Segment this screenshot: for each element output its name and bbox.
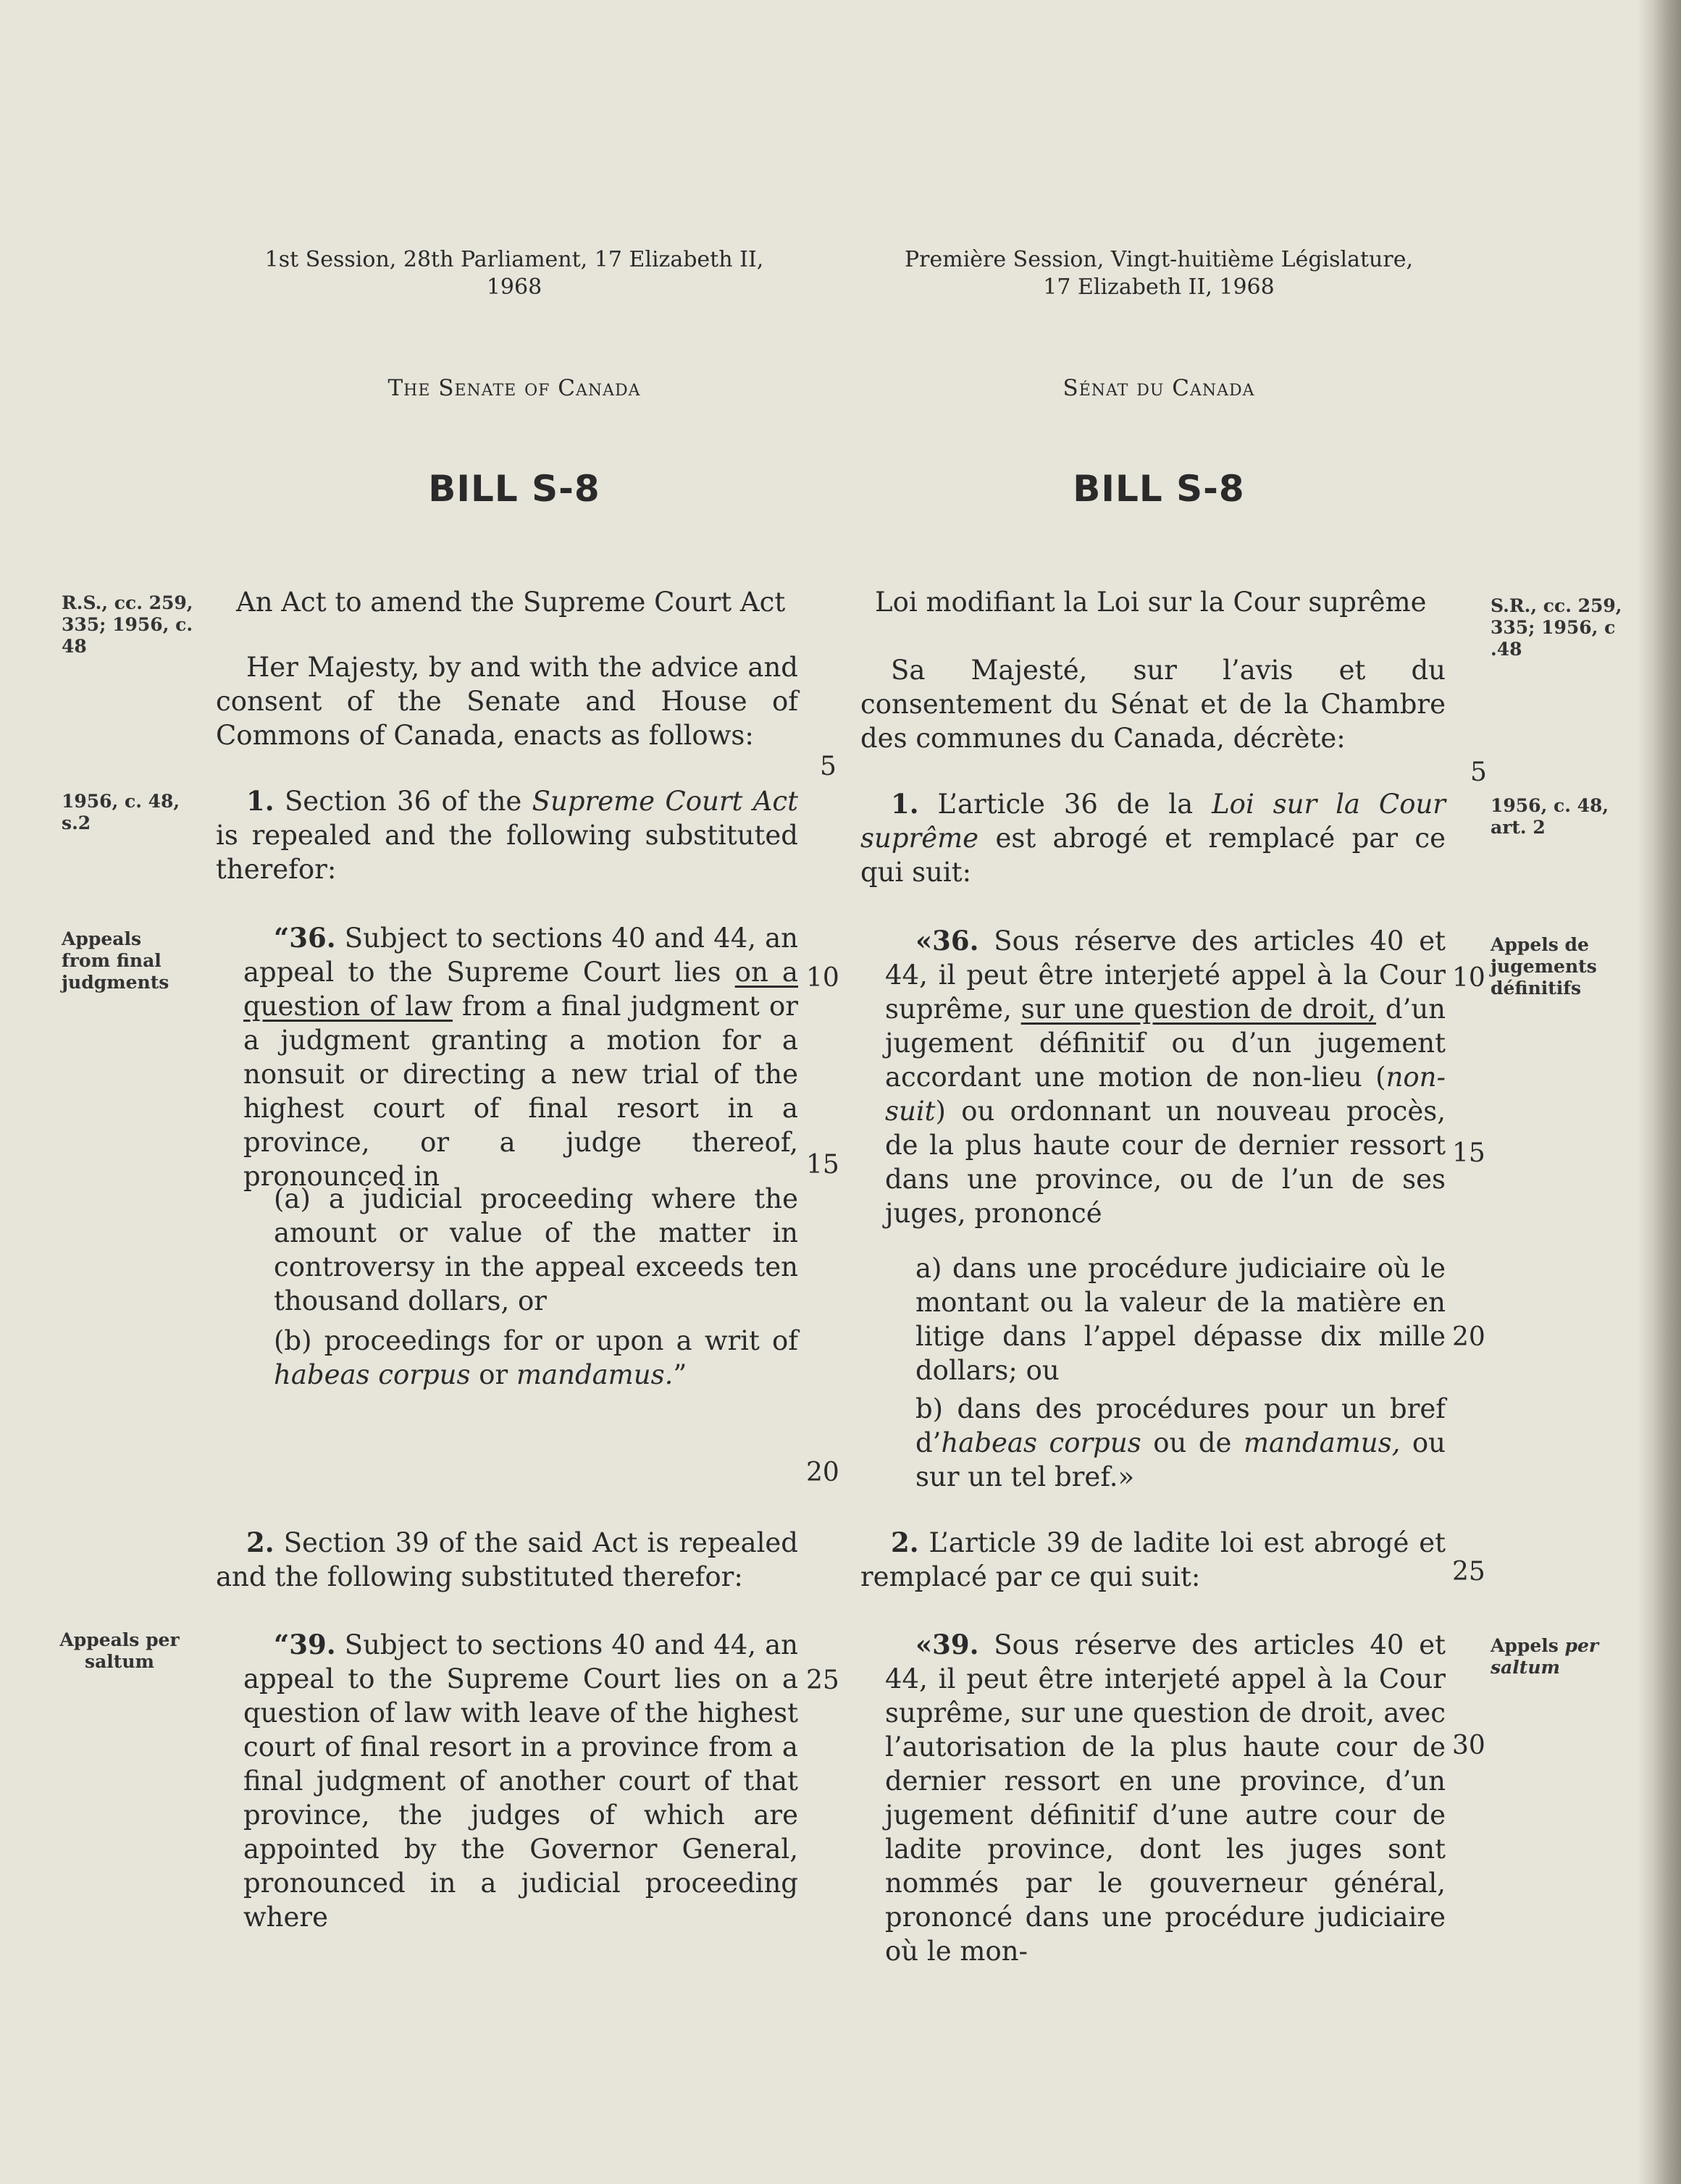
right-note-per-saltum <box>1491 1635 1628 1679</box>
right-act-title: Loi modifiant la Loi sur la Cour suprême <box>875 587 1427 618</box>
right-section-1-text-a: L’article 36 de la <box>918 789 1212 820</box>
left-note-per-saltum: Appeals per saltum <box>59 1629 180 1672</box>
right-para-b-end: ou sur un tel bref.» <box>915 1427 1446 1492</box>
right-note-appels-def: Appels de jugements définitifs <box>1491 934 1597 999</box>
right-para-b-or: ou de <box>1141 1427 1244 1458</box>
right-para-b-mandamus: mandamus, <box>1243 1427 1401 1458</box>
right-section-39-number: «39. <box>915 1629 979 1660</box>
left-line-number: 25 <box>806 1666 839 1695</box>
right-note-per-saltum-label: Appels <box>1491 1635 1565 1656</box>
left-para-b-mandamus: mandamus. <box>516 1359 674 1390</box>
left-section-36-number: “36. <box>274 922 336 954</box>
right-line-number: 25 <box>1452 1557 1485 1587</box>
page-edge <box>1638 0 1681 2184</box>
left-enacting-clause: Her Majesty, by and with the advice and consent of the Senate and House of Commons of Canada, enacts as follows: <box>216 652 798 751</box>
left-para-a <box>243 1182 798 1318</box>
right-section-36-text-c: ) ou ordonnant un nouveau procès, de la plus haute cour de dernier ressort dans une province, ou de l’un de ses juges, prononcé <box>885 1096 1446 1229</box>
left-section-39 <box>243 1628 798 1934</box>
left-section-1-text-b: is repealed and the following substituted therefor: <box>216 820 798 885</box>
right-session-year: 17 Elizabeth II, 1968 <box>1043 274 1275 300</box>
right-para-a-text: a) dans une procédure judiciaire où le montant ou la valeur de la matière en litige dans l’appel dépasse dix mille dollars; ou <box>915 1253 1446 1386</box>
left-section-39-number: “39. <box>274 1629 336 1660</box>
left-session-year: 1968 <box>486 274 542 300</box>
right-line-number: 30 <box>1452 1731 1485 1760</box>
right-house-name: Sénat du Canada <box>1062 375 1255 401</box>
left-section-1-number: 1. <box>246 785 274 817</box>
left-section-1-act-name: Supreme Court Act <box>532 786 798 817</box>
right-section-36-non-suit: non-suit <box>885 1062 1446 1127</box>
right-note-per-saltum-italic: per saltum <box>1491 1635 1599 1678</box>
left-session-header <box>217 246 811 301</box>
left-section-36-underlined: on a question of law <box>243 957 798 1022</box>
right-section-39 <box>885 1628 1446 1968</box>
right-session-header <box>855 246 1463 301</box>
right-section-1-act-name: Loi sur la Cour suprême <box>860 789 1446 854</box>
left-bill-number: BILL S-8 <box>428 468 600 510</box>
left-note-s2: 1956, c. 48, s.2 <box>62 791 180 833</box>
left-note-rs: R.S., cc. 259, 335; 1956, c. 48 <box>62 592 193 657</box>
right-section-1 <box>860 787 1446 889</box>
right-section-36-text-a: Sous réserve des articles 40 et 44, il peut être interjeté appel à la Cour suprême, <box>885 925 1446 1025</box>
left-section-2 <box>216 1526 798 1594</box>
right-bill-number: BILL S-8 <box>1073 468 1245 510</box>
right-note-s2: 1956, c. 48, art. 2 <box>1491 795 1609 838</box>
right-section-2-text: L’article 39 de ladite loi est abrogé et remplacé par ce qui suit: <box>860 1527 1446 1592</box>
right-section-1-text-b: est abrogé et remplacé par ce qui suit: <box>860 823 1446 888</box>
right-section-36-underlined: sur une question de droit, <box>1020 994 1377 1025</box>
left-section-2-number: 2. <box>246 1526 274 1558</box>
right-section-36 <box>885 924 1446 1230</box>
right-section-36-text-b: d’un jugement définitif ou d’un jugement accordant une motion de non-lieu ( <box>885 994 1446 1093</box>
right-section-2 <box>860 1526 1446 1594</box>
left-para-b-text: (b) proceedings for or upon a writ of <box>274 1325 798 1356</box>
right-line-number: 10 <box>1452 963 1485 993</box>
left-para-a-text: (a) a judicial proceeding where the amount or value of the matter in controversy in the appeal exceeds ten thousand dollars, or <box>274 1183 798 1316</box>
right-session-line: Première Session, Vingt-huitième Législature, <box>904 247 1414 272</box>
right-line-number: 5 <box>1470 757 1487 787</box>
right-enacting-clause: Sa Majesté, sur l’avis et du consentement du Sénat et de la Chambre des communes du Canada, décrète: <box>860 655 1446 754</box>
right-section-1-number: 1. <box>891 788 919 820</box>
left-section-39-text: Subject to sections 40 and 44, an appeal to the Supreme Court lies on a question of law with leave of the highest court of final resort in a province from a final judgment of another court of that province, the judges of which are appointed by the Governor General, pronounced in a judicial proceeding where <box>243 1629 798 1933</box>
left-line-number: 5 <box>820 752 837 781</box>
left-para-b-close-quote: ” <box>673 1359 687 1390</box>
left-section-1 <box>216 784 798 886</box>
left-para-b-or: or <box>470 1359 516 1390</box>
right-line-number: 20 <box>1452 1322 1485 1352</box>
right-para-b-text: b) dans des procédures pour un bref d’ <box>915 1393 1446 1458</box>
left-para-b-habeas: habeas corpus <box>274 1359 471 1390</box>
left-section-36-text-b: from a final judgment or a judgment granting a motion for a nonsuit or directing a new trial of the highest court of final resort in a province, or a judge thereof, pronounced in <box>243 991 798 1192</box>
left-session-line: 1st Session, 28th Parliament, 17 Elizabeth II, <box>264 247 764 272</box>
right-note-sr: S.R., cc. 259, 335; 1956, c .48 <box>1491 595 1622 660</box>
right-section-36-number: «36. <box>915 925 979 957</box>
right-para-b <box>885 1392 1446 1494</box>
right-section-2-number: 2. <box>891 1526 919 1558</box>
left-act-title: An Act to amend the Supreme Court Act <box>236 587 786 618</box>
left-section-2-text: Section 39 of the said Act is repealed and the following substituted therefor: <box>216 1527 798 1592</box>
left-section-36 <box>243 921 798 1193</box>
left-line-number: 20 <box>806 1458 839 1487</box>
left-house-name: The Senate of Canada <box>387 375 641 401</box>
left-note-appeals-final: Appeals from final judgments <box>62 928 169 993</box>
right-line-number: 15 <box>1452 1138 1485 1168</box>
left-line-number: 10 <box>806 963 839 993</box>
right-section-39-text: Sous réserve des articles 40 et 44, il peut être interjeté appel à la Cour suprême, sur une question de droit, avec l’autorisation de la plus haute cour de dernier ressort en une province, d’un jugement définitif d’une autre cour de ladite province, dont les juges sont nommés par le gouverneur général, prononcé dans une procédure judiciaire où le mon- <box>885 1629 1446 1967</box>
right-para-b-habeas: habeas corpus <box>941 1427 1141 1458</box>
right-para-a <box>885 1251 1446 1387</box>
left-section-1-text-a: Section 36 of the <box>274 786 532 817</box>
left-line-number: 15 <box>806 1150 839 1180</box>
left-section-36-text-a: Subject to sections 40 and 44, an appeal to the Supreme Court lies <box>243 923 798 988</box>
left-para-b <box>243 1324 798 1392</box>
